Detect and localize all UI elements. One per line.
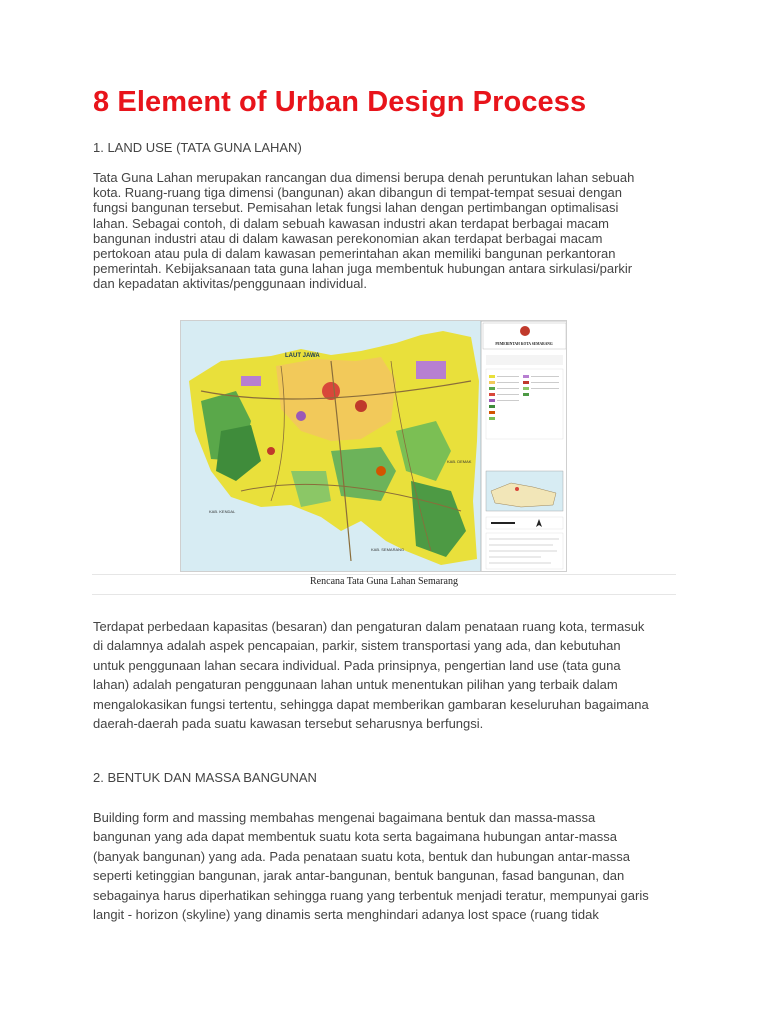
map-label-kendal: KAB. KENDAL xyxy=(209,509,236,514)
caption-divider-top xyxy=(92,574,676,575)
paragraph-line: kota. Ruang-ruang tiga dimensi (bangunan) akan dibangun di tempat-tempat sesuai dengan xyxy=(93,185,623,201)
paragraph-line: Terdapat perbedaan kapasitas (besaran) dan pengaturan dalam penataan ruang kota, termasuk xyxy=(93,619,645,634)
caption-divider-bottom xyxy=(92,594,676,595)
paragraph-line: Tata Guna Lahan merupakan rancangan dua dimensi berupa denah peruntukan lahan sebuah xyxy=(93,170,635,185)
paragraph-line: (banyak bangunan) yang ada. Pada penataan suatu kota, bentuk dan hubungan antar-massa xyxy=(93,848,631,864)
paragraph-line: seperti ketinggian bangunan, jarak antar-bangunan, bentuk bangunan, fasad bangunan, dan xyxy=(93,868,625,884)
map-label-sea: LAUT JAWA xyxy=(285,353,320,359)
map-legend-header: PEMERINTAH KOTA SEMARANG xyxy=(495,342,553,346)
paragraph-line: sebagainya harus diperhatikan sehingga ruang yang terbentuk menjadi teratur, mempunyai garis xyxy=(93,887,649,903)
land-use-map-image[interactable] xyxy=(180,320,567,572)
section-heading-land-use: 1. LAND USE (TATA GUNA LAHAN) xyxy=(93,140,302,155)
land-use-paragraph xyxy=(93,170,634,292)
map-label-semarang: KAB. SEMARANG xyxy=(371,547,405,552)
paragraph-line: mengalokasikan fungsi tertentu, sehingga dapat memberikan gambaran keseluruhan bagaimana xyxy=(93,696,649,712)
paragraph-line: bangunan yang ada dapat membentuk suatu kota serta bagaimana hubungan antar-massa xyxy=(93,829,617,845)
map-label-demak: KAB. DEMAK xyxy=(447,459,472,464)
building-form-paragraph xyxy=(93,808,649,924)
paragraph-line: pertokoan atau pula di dalam kawasan pemerintahan akan memiliki bangunan perkantoran xyxy=(93,246,616,262)
paragraph-line: fungsi bangunan tersebut. Pemisahan letak fungsi lahan dengan pertimbangan optimalisasi xyxy=(93,200,619,216)
paragraph-line: lahan. Sebagai contoh, di dalam sebuah kawasan industri akan terdapat berbagai macam xyxy=(93,215,610,231)
paragraph-line: untuk penggunaan lahan secara individual. Pada prinsipnya, pengertian land use (tata guna xyxy=(93,657,621,673)
section-heading-building-form: 2. BENTUK DAN MASSA BANGUNAN xyxy=(93,770,317,785)
paragraph-line: daerah-daerah pada suatu kawasan tersebut seharusnya berfungsi. xyxy=(93,716,484,732)
paragraph-line: dan kepadatan aktivitas/penggunaan individual. xyxy=(93,276,367,292)
paragraph-line: bangunan industri atau di dalam kawasan perekonomian akan terdapat berbagai macam xyxy=(93,230,603,246)
land-use-paragraph-2 xyxy=(93,617,649,733)
land-use-map xyxy=(181,321,567,572)
page-title: 8 Element of Urban Design Process xyxy=(93,86,587,118)
paragraph-line: Building form and massing membahas mengenai bagaimana bentuk dan massa-massa xyxy=(93,810,596,825)
paragraph-line: langit - horizon (skyline) yang dinamis serta menghindari adanya lost space (ruang tidak xyxy=(93,907,599,923)
figure-caption: Rencana Tata Guna Lahan Semarang xyxy=(310,576,458,587)
paragraph-line: lahan) adalah pengaturan penggunaan lahan untuk menentukan pilihan yang terbaik dalam xyxy=(93,677,618,693)
paragraph-line: pemerintah. Kebijaksanaan tata guna lahan juga membentuk hubungan antara sirkulasi/parkir xyxy=(93,261,633,277)
city-emblem-icon xyxy=(520,326,530,336)
paragraph-line: di dalamnya adalah aspek pencapaian, parkir, sistem transportasi yang ada, dan kebutuhan xyxy=(93,638,621,654)
